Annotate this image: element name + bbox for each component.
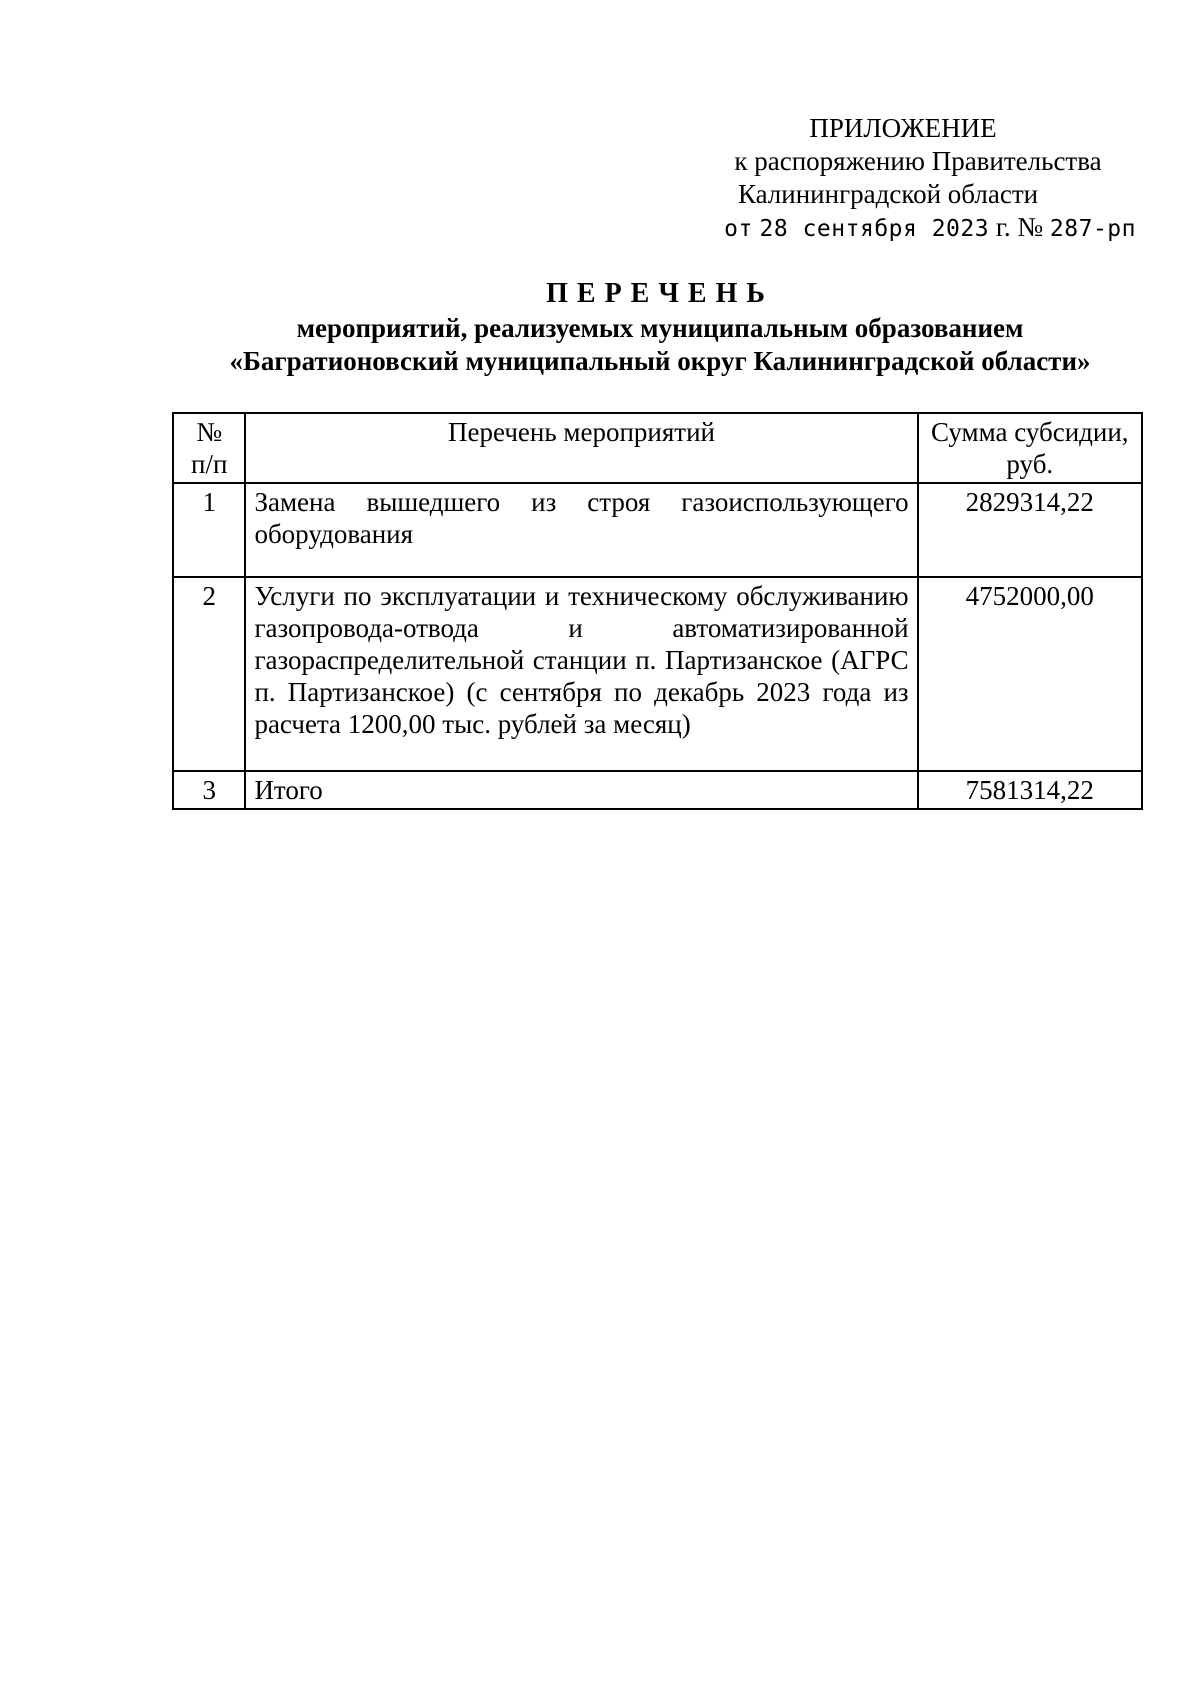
order-number: 287-рп bbox=[1049, 216, 1136, 242]
row-num: 1 bbox=[173, 483, 245, 577]
row-name-total: Итого bbox=[245, 771, 917, 809]
table-row bbox=[173, 577, 1142, 771]
header-sum: Сумма субсидии, руб. bbox=[918, 413, 1142, 483]
document-subtitle-line2: «Багратионовский муниципальный округ Калининградской области» bbox=[229, 346, 1091, 376]
date-number-label: г. № bbox=[995, 212, 1044, 242]
row-sum: 4752000,00 bbox=[918, 577, 1142, 771]
table-row-total bbox=[173, 771, 1142, 809]
document-title: ПЕРЕЧЕНЬ bbox=[546, 278, 774, 309]
row-sum: 2829314,22 bbox=[918, 483, 1142, 577]
row-sum-total: 7581314,22 bbox=[918, 771, 1142, 809]
date-prefix: от bbox=[724, 216, 753, 242]
row-name: Услуги по эксплуатации и техническому обслуживанию газопровода-отвода и автоматизированной газораспределительной станции п. Партизанское (АГРС п. Партизанское) (с сентября по декабрь 2023 года из расчета 1200,00 тыс. рублей за месяц) bbox=[245, 577, 917, 771]
appendix-order-reference: к распоряжению Правительства bbox=[734, 146, 1102, 176]
header-num: № п/п bbox=[173, 413, 245, 483]
document-heading bbox=[170, 276, 1150, 378]
row-num: 3 bbox=[173, 771, 245, 809]
document-subtitle-line1: мероприятий, реализуемых муниципальным образованием bbox=[296, 313, 1024, 343]
row-name: Замена вышедшего из строя газоиспользующего оборудования bbox=[245, 483, 917, 577]
header-name: Перечень мероприятий bbox=[245, 413, 917, 483]
row-num: 2 bbox=[173, 577, 245, 771]
date-value: 28 сентября 2023 bbox=[759, 216, 990, 242]
appendix-block bbox=[628, 112, 1148, 246]
events-table bbox=[172, 412, 1143, 810]
table-header-row bbox=[173, 413, 1142, 483]
appendix-region: Калининградской области bbox=[737, 179, 1039, 209]
table-row bbox=[173, 483, 1142, 577]
appendix-title: ПРИЛОЖЕНИЕ bbox=[809, 113, 997, 143]
appendix-date-line bbox=[628, 211, 1148, 246]
